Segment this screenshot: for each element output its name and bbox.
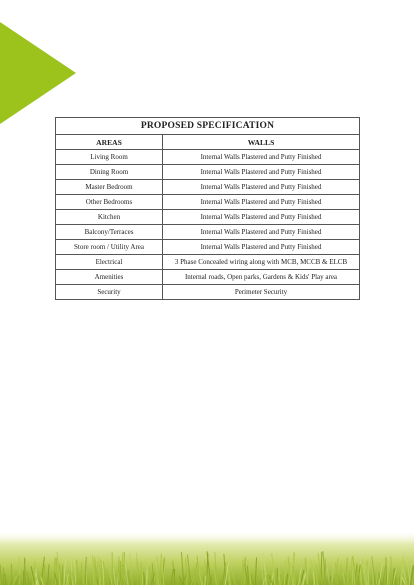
grass-blade: [351, 558, 352, 585]
grass-blade: [194, 568, 195, 585]
walls-cell: Internal Walls Plastered and Putty Finished: [163, 195, 360, 210]
table-row: [56, 195, 360, 210]
table-row: [56, 210, 360, 225]
table-row: [56, 165, 360, 180]
grass-footer-decoration: [0, 530, 414, 585]
table-row: [56, 270, 360, 285]
area-cell: Electrical: [56, 255, 163, 270]
corner-triangle-decoration: [0, 0, 80, 125]
area-cell: Other Bedrooms: [56, 195, 163, 210]
area-cell: Balcony/Terraces: [56, 225, 163, 240]
walls-cell: Internal Walls Plastered and Putty Finished: [163, 210, 360, 225]
table-row: [56, 255, 360, 270]
walls-cell: Internal roads, Open parks, Gardens & Kids' Play area: [163, 270, 360, 285]
table-row: [56, 150, 360, 165]
walls-cell: Internal Walls Plastered and Putty Finished: [163, 225, 360, 240]
area-cell: Dining Room: [56, 165, 163, 180]
table-row: [56, 225, 360, 240]
grass-blade: [86, 571, 87, 585]
table-title: PROPOSED SPECIFICATION: [56, 118, 360, 135]
table-row: [56, 285, 360, 300]
grass-blade: [142, 567, 143, 585]
walls-cell: Internal Walls Plastered and Putty Finished: [163, 165, 360, 180]
table-row: [56, 240, 360, 255]
area-cell: Master Bedroom: [56, 180, 163, 195]
walls-cell: Internal Walls Plastered and Putty Finished: [163, 150, 360, 165]
column-header-walls: WALLS: [163, 135, 360, 150]
walls-cell: 3 Phase Concealed wiring along with MCB, MCCB & ELCB: [163, 255, 360, 270]
walls-cell: Perimeter Security: [163, 285, 360, 300]
area-cell: Living Room: [56, 150, 163, 165]
grass-blade: [112, 552, 113, 585]
grass-blade: [205, 576, 206, 585]
area-cell: Amenities: [56, 270, 163, 285]
column-header-areas: AREAS: [56, 135, 163, 150]
walls-cell: Internal Walls Plastered and Putty Finished: [163, 240, 360, 255]
area-cell: Kitchen: [56, 210, 163, 225]
walls-cell: Internal Walls Plastered and Putty Finished: [163, 180, 360, 195]
grass-blade: [95, 571, 96, 585]
area-cell: Store room / Utility Area: [56, 240, 163, 255]
table-title-row: [56, 118, 360, 135]
grass-blade: [12, 564, 13, 585]
table-header-row: [56, 135, 360, 150]
grass-blade: [391, 556, 392, 585]
table-row: [56, 180, 360, 195]
specification-table: [55, 117, 360, 300]
area-cell: Security: [56, 285, 163, 300]
